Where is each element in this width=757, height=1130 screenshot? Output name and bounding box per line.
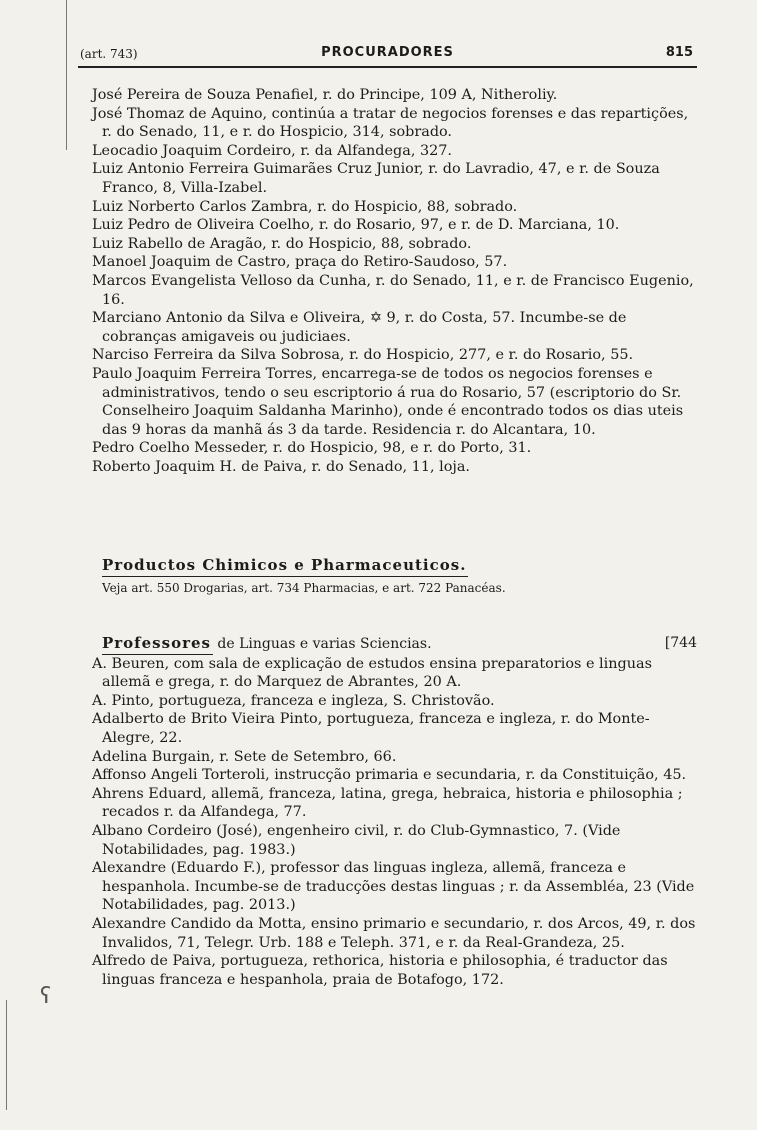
list-item: Affonso Angeli Torteroli, instrucção primaria e secundaria, r. da Constituição, 45. xyxy=(92,767,687,784)
list-item: Albano Cordeiro (José), engenheiro civil, r. do Club-Gymnastico, 7. (Vide Notabilidades, pag. 1983.) xyxy=(92,822,621,858)
article-ref: (art. 743) xyxy=(80,47,138,61)
margin-rule-lower xyxy=(6,1000,7,1110)
list-item: Alexandre Candido da Motta, ensino primario e secundario, r. dos Arcos, 49, r. dos Invalidos, 71, Telegr. Urb. 188 e Teleph. 371, e r. da Real-Grandeza, 25. xyxy=(92,915,696,951)
list-item: A. Pinto, portugueza, franceza e ingleza, S. Christovão. xyxy=(92,692,495,709)
list-item: Leocadio Joaquim Cordeiro, r. da Alfandega, 327. xyxy=(92,142,453,159)
page-header xyxy=(78,44,697,68)
section-heading xyxy=(72,634,699,655)
page-number: 815 xyxy=(665,45,693,60)
list-item: Luiz Antonio Ferreira Guimarães Cruz Junior, r. do Lavradio, 47, e r. de Souza Franco, 8, Villa-Izabel. xyxy=(92,161,660,196)
professores-section xyxy=(72,634,699,989)
list-item: Marcos Evangelista Velloso da Cunha, r. do Senado, 11, e r. de Francisco Eugenio, 16. xyxy=(92,272,694,308)
handwritten-mark: ʕ xyxy=(40,984,52,1009)
section-reference: Veja art. 550 Drogarias, art. 734 Pharmacias, e art. 722 Panacéas. xyxy=(102,580,506,595)
list-item: Luiz Norberto Carlos Zambra, r. do Hospicio, 88, sobrado. xyxy=(92,198,518,215)
procuradores-list xyxy=(72,86,699,476)
list-item: José Pereira de Souza Penafiel, r. do Principe, 109 A, Nitheroliy. xyxy=(92,87,558,103)
list-item: Adelina Burgain, r. Sete de Setembro, 66. xyxy=(92,748,397,765)
section-subtitle: de Linguas e varias Sciencias. xyxy=(217,636,432,652)
page-title: PROCURADORES xyxy=(321,45,454,60)
list-item: Alfredo de Paiva, portugueza, rethorica, historia e philosophia, é traductor das linguas franceza e hespanhola, praia de Botafogo, 172. xyxy=(92,953,668,988)
list-item: Narciso Ferreira da Silva Sobrosa, r. do Hospicio, 277, e r. do Rosario, 55. xyxy=(92,347,634,364)
list-item: Luiz Pedro de Oliveira Coelho, r. do Rosario, 97, e r. de D. Marciana, 10. xyxy=(92,217,620,234)
list-item: Roberto Joaquim H. de Paiva, r. do Senado, 11, loja. xyxy=(92,458,471,475)
list-item: A. Beuren, com sala de explicação de estudos ensina preparatorios e linguas allemã e grega, r. do Marquez de Abrantes, 20 A. xyxy=(92,655,652,691)
list-item: Marciano Antonio da Silva e Oliveira, ✡ 9, r. do Costa, 57. Incumbe-se de cobranças amigaveis ou judiciaes. xyxy=(92,310,627,345)
section-title: Professores xyxy=(102,634,213,655)
article-tag: [744 xyxy=(664,635,697,651)
list-item: Ahrens Eduard, allemã, franceza, latina, grega, hebraica, historia e philosophia ; recados r. da Alfandega, 77. xyxy=(92,785,683,821)
productos-section xyxy=(72,556,699,597)
list-item: Manoel Joaquim de Castro, praça do Retiro-Saudoso, 57. xyxy=(92,254,508,271)
list-item: Adalberto de Brito Vieira Pinto, portugueza, franceza e ingleza, r. do Monte-Alegre, 22. xyxy=(92,711,650,746)
list-item: Pedro Coelho Messeder, r. do Hospicio, 98, e r. do Porto, 31. xyxy=(92,440,532,457)
list-item: Luiz Rabello de Aragão, r. do Hospicio, 88, sobrado. xyxy=(92,235,472,252)
section-title: Productos Chimicos e Pharmaceuticos. xyxy=(102,556,468,577)
list-item: Paulo Joaquim Ferreira Torres, encarrega-se de todos os negocios forenses e administrativos, tendo o seu escriptorio á rua do Rosario, 57 (escriptorio do Sr. Conselheiro Joaquim Saldanha Marinho), onde é encontrado todos os dias uteis das 9 horas da manhã ás 3 da tarde. Residencia r. do Alcantara, 10. xyxy=(92,365,684,438)
list-item: José Thomaz de Aquino, continúa a tratar de negocios forenses e das repartições, r. do Senado, 11, e r. do Hospicio, 314, sobrado. xyxy=(92,105,689,141)
margin-rule xyxy=(66,0,67,150)
list-item: Alexandre (Eduardo F.), professor das linguas ingleza, allemã, franceza e hespanhola. Incumbe-se de traducções destas linguas ; r. da Assembléa, 23 (Vide Notabilidades, pag. 2013.) xyxy=(92,860,695,914)
